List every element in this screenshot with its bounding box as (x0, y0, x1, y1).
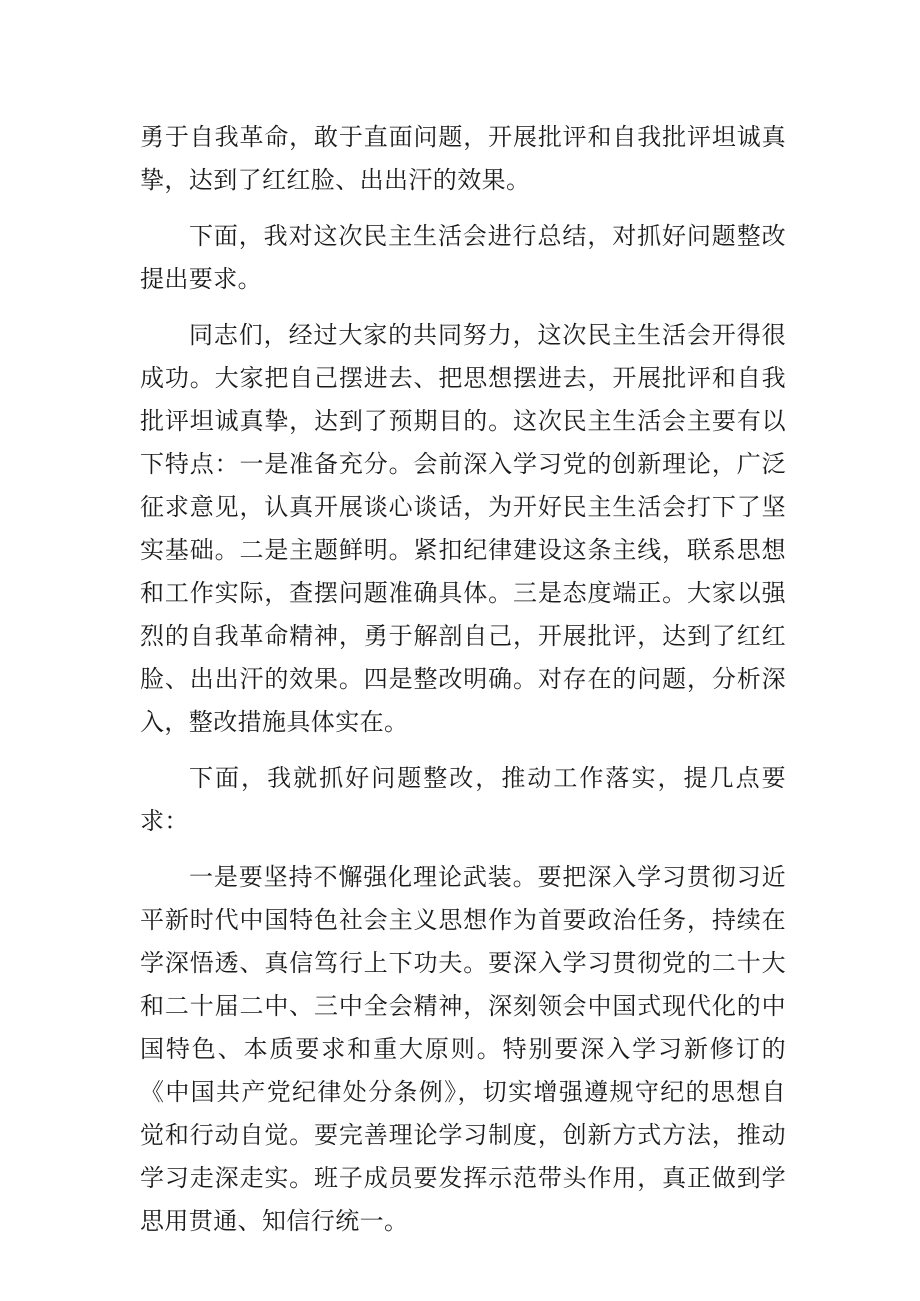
paragraph-continuation: 勇于自我革命，敢于直面问题，开展批评和自我批评坦诚真挚，达到了红红脸、出出汗的效果。 (140, 123, 786, 194)
document-body (140, 116, 786, 1256)
paragraph-requirements-intro: 下面，我就抓好问题整改，推动工作落实，提几点要求： (140, 764, 786, 835)
paragraph-summary-intro: 下面，我对这次民主生活会进行总结，对抓好问题整改提出要求。 (140, 222, 786, 293)
paragraph-requirement-one: 一是要坚持不懈强化理论武装。要把深入学习贯彻习近平新时代中国特色社会主义思想作为首要政治任务，持续在学深悟透、真信笃行上下功夫。要深入学习贯彻党的二十大和二十届二中、三中全会精神，深刻领会中国式现代化的中国特色、本质要求和重大原则。特别要深入学习新修订的《中国共产党纪律处分条例》，切实增强遵规守纪的思想自觉和行动自觉。要完善理论学习制度，创新方式方法，推动学习走深走实。班子成员要发挥示范带头作用，真正做到学思用贯通、知信行统一。 (140, 863, 786, 1235)
paragraph-meeting-features: 同志们，经过大家的共同努力，这次民主生活会开得很成功。大家把自己摆进去、把思想摆进去，开展批评和自我批评坦诚真挚，达到了预期目的。这次民主生活会主要有以下特点：一是准备充分。会前深入学习党的创新理论，广泛征求意见，认真开展谈心谈话，为开好民主生活会打下了坚实基础。二是主题鲜明。紧扣纪律建设这条主线，联系思想和工作实际，查摆问题准确具体。三是态度端正。大家以强烈的自我革命精神，勇于解剖自己，开展批评，达到了红红脸、出出汗的效果。四是整改明确。对存在的问题，分析深入，整改措施具体实在。 (140, 321, 786, 736)
